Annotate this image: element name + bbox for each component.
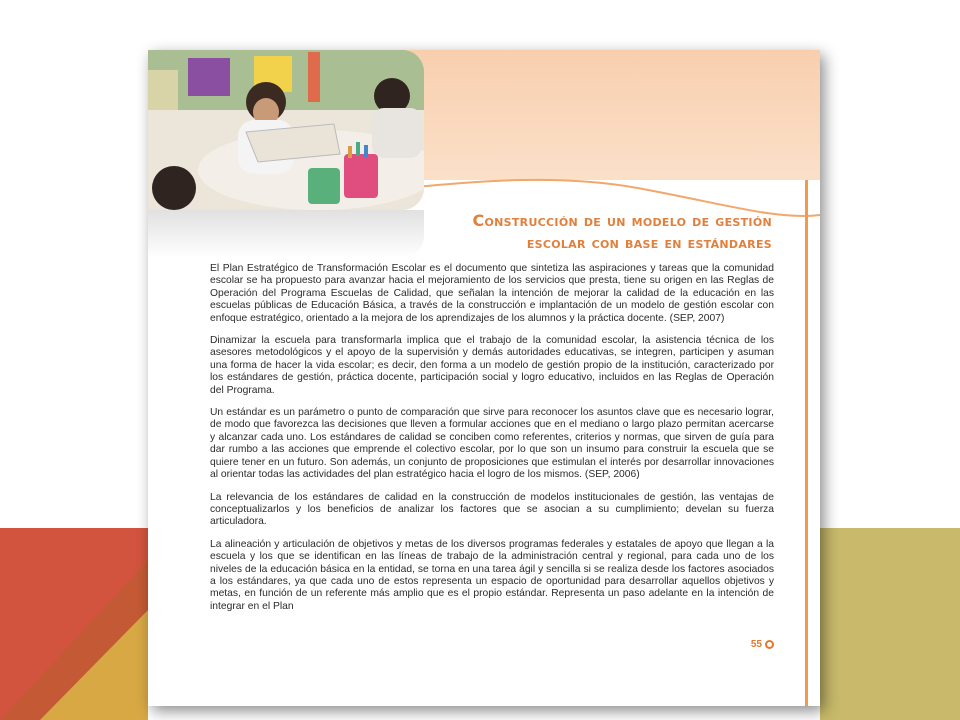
- photo-reflection: [148, 210, 424, 258]
- body-text: [210, 263, 774, 623]
- page-number: [751, 639, 774, 650]
- document-page: [148, 50, 820, 706]
- page-number-circle-icon: [765, 640, 774, 649]
- paragraph: La relevancia de los estándares de calidad en la construcción de modelos institucionales de gestión, las ventajas de conceptualizarlos y los beneficios de analizar los factores que se asocian a su cumplimiento; develan su fuerza articuladora.: [210, 491, 774, 528]
- paragraph: Dinamizar la escuela para transformarla implica que el trabajo de la comunidad escolar, la asistencia técnica de los asesores metodológicos y el apoyo de la supervisión y demás autoridades educativas, se integren, participen y asuman una forma de hacer la vida escolar; es decir, den forma a un modelo de gestión propio de la institución, caracterizado por los estándares de gestión, práctica docente, participación social y logro educativo, incluidos en las Reglas de Operación del Programa.: [210, 335, 774, 396]
- section-title: [472, 210, 772, 254]
- paragraph: El Plan Estratégico de Transformación Escolar es el documento que sintetiza las aspiraciones y tareas que la comunidad escolar se ha propuesto para avanzar hacia el mejoramiento de los servicios que presta, tiene su origen en las Reglas de Operación del Programa Escuelas de Calidad, que señalan la intención de mejorar la calidad de la educación en las escuelas públicas de Educación Básica, a través de la construcción e implantación de un modelo de gestión escolar con enfoque estratégico, orientado a la mejora de los aprendizajes de los alumnos y la práctica docente. (SEP, 2007): [210, 263, 774, 324]
- page-number-text: 55: [750, 639, 762, 650]
- paragraph: Un estándar es un parámetro o punto de comparación que sirve para reconocer los asuntos clave que es necesario lograr, de modo que favorezca las decisiones que lleven a formular acciones que en el mediano o largo plazo permitan acercarse y alcanzar cada uno. Los estándares de calidad se conciben como referentes, criterios y normas, que sirven de guía para dar rumbo a las acciones que emprende el colectivo escolar, por lo que son un insumo para construir la escuela que se quiere tener en un futuro. Son además, un conjunto de proposiciones que estimulan el interés por desarrollar innovaciones al orientar todas las actividades del plan estratégico hacia el logro de los mismos. (SEP, 2006): [210, 407, 774, 481]
- page-side-rule: [805, 180, 808, 706]
- section-title-line-1: Construcción de un modelo de gestión: [472, 211, 772, 230]
- classroom-photo: [148, 50, 424, 210]
- section-title-line-2: escolar con base en estándares: [526, 233, 772, 252]
- paragraph: La alineación y articulación de objetivos y metas de los diversos programas federales y estatales de apoyo que llegan a la escuela y los que se identifican en las líneas de trabajo de la administración central y regional, para cada uno de los niveles de la educación básica en la entidad, se torna en una tarea ágil y sencilla si se realiza desde los factores asociados a los estándares, ya que cada uno de estos representa un espacio de oportunidad para desarrollar aquellos objetivos y metas, en función de un referente más amplio que es el propio estándar. Representa un paso adelante en la intención de integrar en el Plan: [210, 538, 774, 612]
- classroom-photo-illustration: [148, 50, 424, 210]
